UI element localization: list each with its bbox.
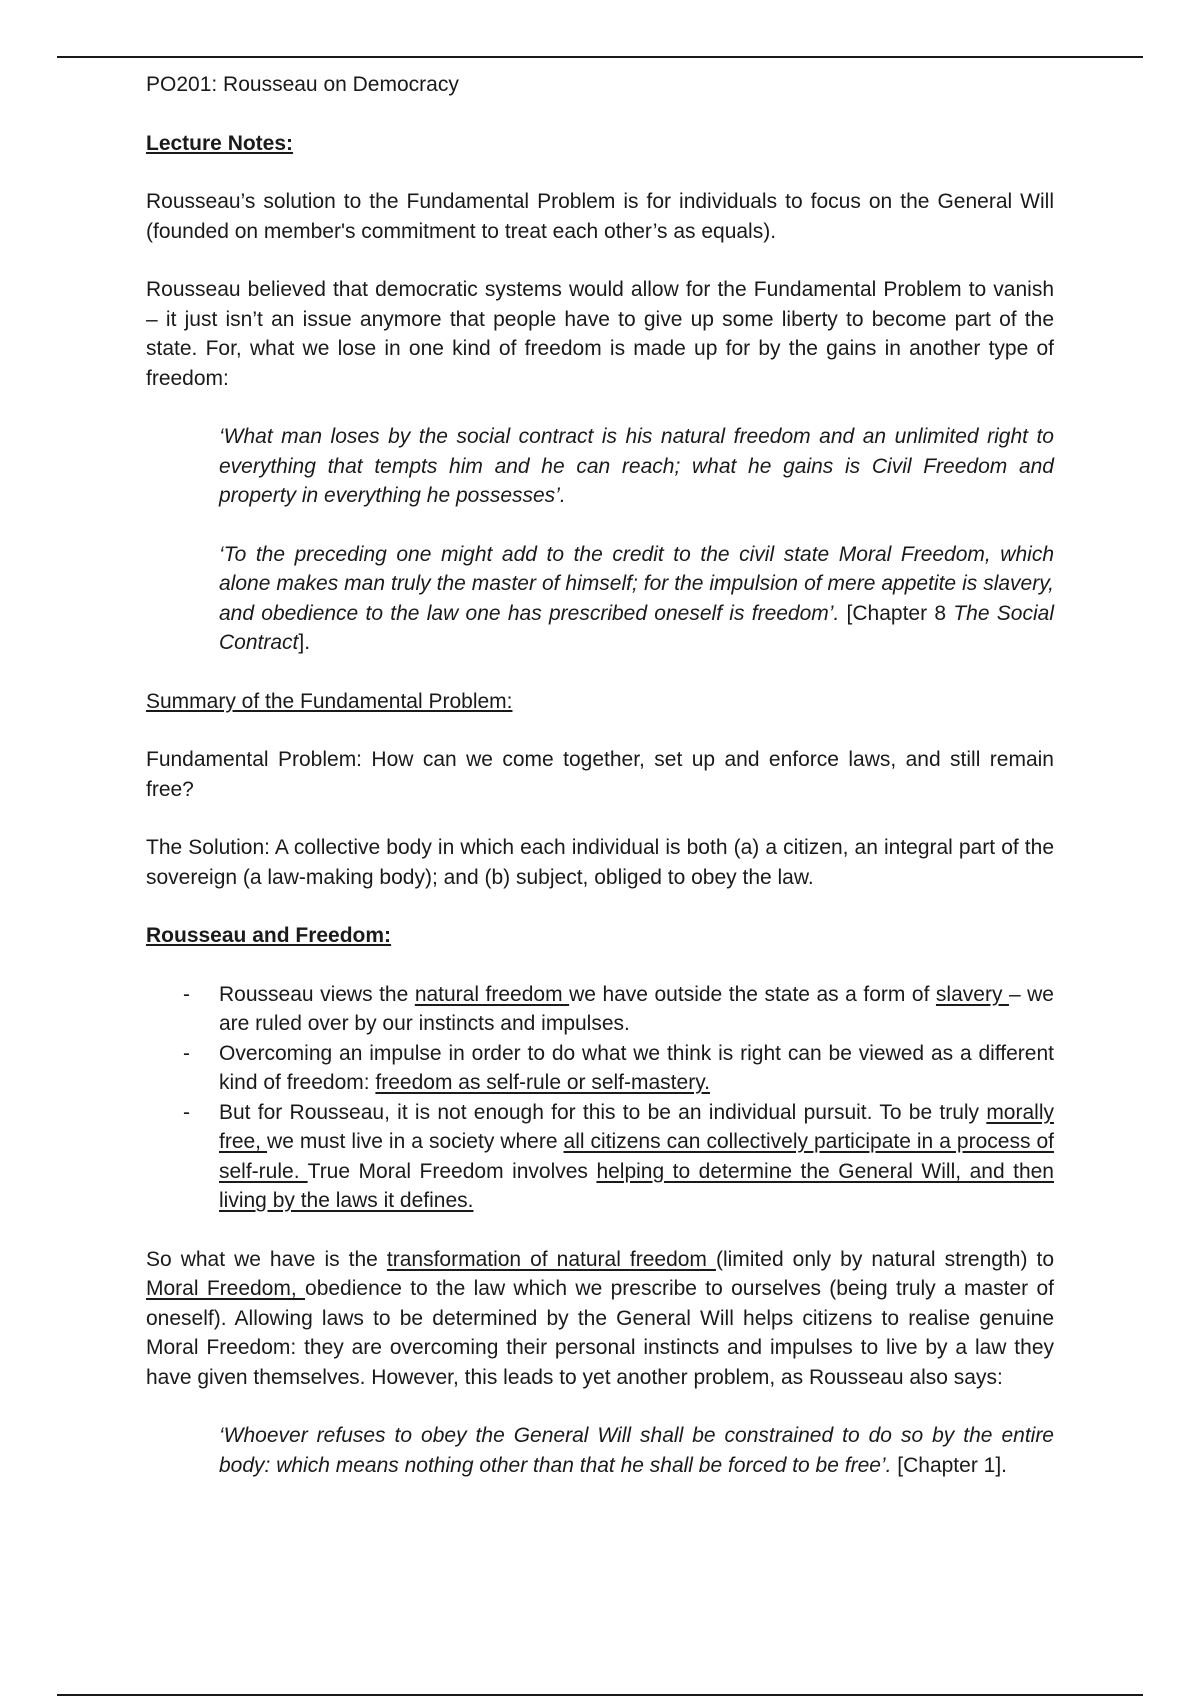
underlined-term: helping to determine the General Will, and then living by the laws it defines. [219, 1159, 1054, 1212]
quote-moral-freedom-cite-title: The Social Contract [219, 601, 1054, 654]
paragraph-text: (limited only by natural strength) to [715, 1247, 1055, 1271]
bullet-text: True Moral Freedom involves [307, 1159, 597, 1183]
freedom-bullet-list [146, 980, 1054, 1216]
bullet-text: – we are ruled over by our instincts and impulses. [219, 982, 1054, 1035]
underlined-term: Moral Freedom, [146, 1277, 306, 1300]
underlined-term: natural freedom [414, 982, 570, 1006]
quote-forced-cite: [Chapter 1]. [891, 1453, 1007, 1477]
freedom-heading: Rousseau and Freedom: [146, 924, 392, 947]
quote-moral-freedom [219, 540, 1054, 658]
intro-paragraph: Rousseau’s solution to the Fundamental Problem is for individuals to focus on the General Will (founded on member's commitment to treat each other’s as equals). [146, 190, 1054, 243]
bullet-text: Overcoming an impulse in order to do what we think is right can be viewed as a different kind of freedom: [219, 1041, 1054, 1094]
paragraph-text: obedience to the law which we prescribe to ourselves (being truly a master of oneself). Allowing laws to be determined by the General Will helps citizens to realise genuine Moral Freedom: they are overcoming their personal instincts and impulses to live by a law they have given themselves. However, this leads to yet another problem, as Rousseau also says: [146, 1277, 1054, 1389]
bullet-marker: - [183, 1041, 190, 1065]
quote-social-contract: ‘What man loses by the social contract is his natural freedom and an unlimited right to everything that tempts him and he can reach; what he gains is Civil Freedom and property in everything he possesses’. [219, 425, 1054, 507]
list-item [146, 1039, 1054, 1098]
transformation-paragraph [146, 1245, 1054, 1393]
underlined-term: freedom as self-rule or self-mastery. [375, 1071, 710, 1094]
quote-moral-freedom-text: ‘To the preceding one might add to the credit to the civil state Moral Freedom, which alone makes man truly the master of himself; for the impulsion of mere appetite is slavery, and obedience to the law one has prescribed oneself is freedom’. [219, 542, 1054, 625]
lecture-notes-heading: Lecture Notes: [146, 131, 294, 155]
quote-forced-text: ‘Whoever refuses to obey the General Will shall be constrained to do so by the entire body: which means nothing other than that he shall be forced to be free’. [219, 1424, 1054, 1477]
bullet-text: Rousseau views the [219, 982, 415, 1006]
underlined-term: transformation of natural freedom [386, 1247, 716, 1271]
list-item [146, 980, 1054, 1039]
bullet-text: But for Rousseau, it is not enough for this to be an individual pursuit. To be truly [219, 1100, 987, 1124]
list-item [146, 1098, 1054, 1216]
bottom-rule [57, 1694, 1143, 1696]
summary-heading: Summary of the Fundamental Problem: [146, 689, 513, 713]
fundamental-problem-paragraph: Fundamental Problem: How can we come together, set up and enforce laws, and still remain free? [146, 748, 1054, 801]
underlined-term: slavery [935, 982, 1009, 1006]
paragraph-text: So what we have is the [146, 1247, 387, 1271]
top-rule [57, 56, 1143, 58]
underlined-term: morally free, [219, 1100, 1054, 1153]
quote-moral-freedom-cite-open: [Chapter 8 [839, 601, 954, 625]
underlined-term: all citizens can collectively participate in a process of self-rule. [219, 1130, 1054, 1183]
quote-forced-to-be-free [219, 1421, 1054, 1480]
bullet-text: we must live in a society where [267, 1130, 564, 1153]
democracy-paragraph: Rousseau believed that democratic systems would allow for the Fundamental Problem to vanish – it just isn’t an issue anymore that people have to give up some liberty to become part of the state. For, what we lose in one kind of freedom is made up for by the gains in another type of freedom: [146, 278, 1054, 390]
bullet-marker: - [183, 982, 190, 1006]
bullet-text: we have outside the state as a form of [569, 982, 936, 1006]
page-header: PO201: Rousseau on Democracy [146, 73, 459, 96]
solution-paragraph: The Solution: A collective body in which each individual is both (a) a citizen, an integral part of the sovereign (a law-making body); and (b) subject, obliged to obey the law. [146, 836, 1054, 889]
document-body [146, 70, 1054, 1509]
bullet-marker: - [183, 1100, 190, 1124]
quote-moral-freedom-cite-close: ]. [298, 631, 311, 654]
